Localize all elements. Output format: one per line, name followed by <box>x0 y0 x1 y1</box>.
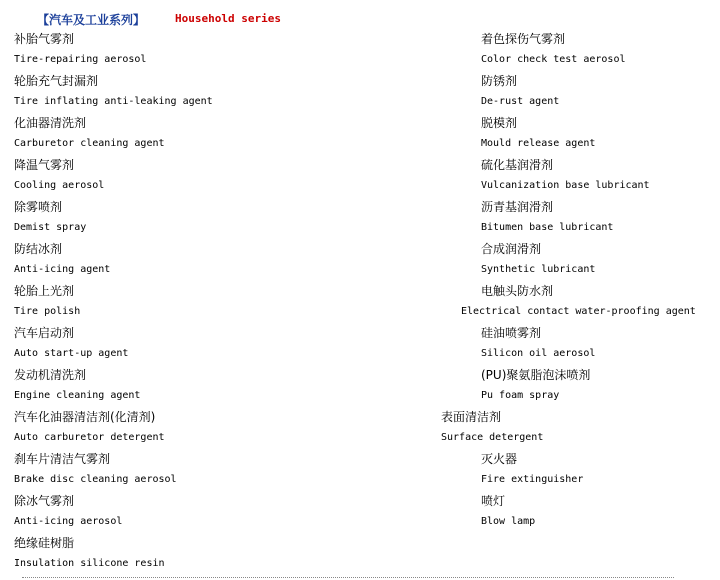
product-name-en: Tire inflating anti-leaking agent <box>14 96 213 107</box>
product-name-en: Bitumen base lubricant <box>481 222 614 233</box>
product-name-en: Demist spray <box>14 222 87 233</box>
product-row <box>0 323 720 343</box>
product-name-en: Fire extinguisher <box>481 474 584 485</box>
product-name-en: Auto carburetor detergent <box>14 432 165 443</box>
product-name-en: Carburetor cleaning agent <box>14 138 165 149</box>
product-row <box>0 554 720 574</box>
category-heading: 【汽车及工业系列】 <box>37 13 146 27</box>
product-row <box>0 407 720 427</box>
product-name-cn: 发动机清洗剂 <box>14 368 87 382</box>
product-name-cn: 硅油喷雾剂 <box>481 326 542 340</box>
product-row <box>0 50 720 70</box>
product-row <box>0 134 720 154</box>
product-name-en: Tire polish <box>14 306 81 317</box>
product-name-cn: 降温气雾剂 <box>14 158 75 172</box>
product-row <box>0 176 720 196</box>
product-name-en: Silicon oil aerosol <box>481 348 596 359</box>
series-title: Household series <box>175 12 281 25</box>
product-row <box>0 449 720 469</box>
dotted-divider <box>22 577 674 578</box>
product-name-en: Pu foam spray <box>481 390 560 401</box>
product-name-en: Engine cleaning agent <box>14 390 141 401</box>
product-name-cn: 喷灯 <box>481 494 506 508</box>
product-name-cn: 补胎气雾剂 <box>14 32 75 46</box>
product-name-cn: 刹车片清洁气雾剂 <box>14 452 111 466</box>
product-name-cn: 汽车启动剂 <box>14 326 75 340</box>
product-name-en: Electrical contact water-proofing agent <box>461 306 696 317</box>
product-row <box>0 260 720 280</box>
product-name-cn: 除冰气雾剂 <box>14 494 75 508</box>
product-name-en: Brake disc cleaning aerosol <box>14 474 177 485</box>
product-row <box>0 344 720 364</box>
product-name-en: Surface detergent <box>441 432 544 443</box>
product-row <box>0 428 720 448</box>
product-name-cn: 轮胎充气封漏剂 <box>14 74 99 88</box>
product-row <box>0 281 720 301</box>
product-name-cn: 合成润滑剂 <box>481 242 542 256</box>
product-name-cn: 绝缘硅树脂 <box>14 536 75 550</box>
product-row <box>0 365 720 385</box>
product-name-en: Anti-icing aerosol <box>14 516 123 527</box>
product-row <box>0 92 720 112</box>
product-name-cn: 灭火器 <box>481 452 518 466</box>
product-name-en: Color check test aerosol <box>481 54 626 65</box>
product-row <box>0 155 720 175</box>
product-row <box>0 197 720 217</box>
product-name-en: Tire-repairing aerosol <box>14 54 147 65</box>
product-name-cn: 防结冰剂 <box>14 242 63 256</box>
product-name-cn: 化油器清洗剂 <box>14 116 87 130</box>
product-row <box>0 239 720 259</box>
product-name-en: De-rust agent <box>481 96 560 107</box>
product-name-en: Auto start-up agent <box>14 348 129 359</box>
product-row <box>0 512 720 532</box>
product-name-cn: (PU)聚氨脂泡沫喷剂 <box>481 368 591 382</box>
product-name-cn: 汽车化油器清洁剂(化清剂) <box>14 410 156 424</box>
product-name-en: Anti-icing agent <box>14 264 111 275</box>
product-name-en: Mould release agent <box>481 138 596 149</box>
product-name-en: Blow lamp <box>481 516 536 527</box>
product-row <box>0 386 720 406</box>
product-row <box>0 302 720 322</box>
product-row <box>0 491 720 511</box>
product-name-cn: 沥青基润滑剂 <box>481 200 554 214</box>
product-name-cn: 除雾喷剂 <box>14 200 63 214</box>
product-row <box>0 533 720 553</box>
product-row <box>0 71 720 91</box>
product-name-cn: 轮胎上光剂 <box>14 284 75 298</box>
product-name-cn: 脱模剂 <box>481 116 518 130</box>
product-name-cn: 电触头防水剂 <box>481 284 554 298</box>
product-name-en: Cooling aerosol <box>14 180 105 191</box>
product-row <box>0 470 720 490</box>
product-name-en: Insulation silicone resin <box>14 558 165 569</box>
product-name-en: Synthetic lubricant <box>481 264 596 275</box>
product-name-cn: 着色探伤气雾剂 <box>481 32 566 46</box>
product-row <box>0 113 720 133</box>
product-name-cn: 硫化基润滑剂 <box>481 158 554 172</box>
product-row <box>0 29 720 49</box>
product-name-en: Vulcanization base lubricant <box>481 180 650 191</box>
product-name-cn: 表面清洁剂 <box>441 410 502 424</box>
product-row <box>0 218 720 238</box>
product-name-cn: 防锈剂 <box>481 74 518 88</box>
